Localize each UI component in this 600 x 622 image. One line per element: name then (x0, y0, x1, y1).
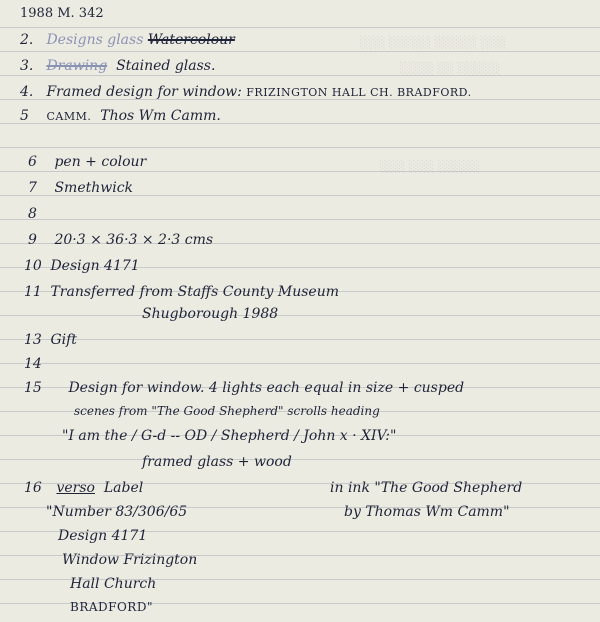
entry-9 (28, 232, 213, 248)
bleed-through-text: ░░░ ░░░░░ ░░░░░ ░░░ (360, 36, 506, 49)
entry-15-line-3: "I am the / G-d -- OD / Shepherd / John x · XIV:" (62, 428, 397, 444)
entry-3-struck-text: Drawing (46, 58, 108, 74)
entry-13-text: Gift (50, 332, 77, 348)
entry-2 (20, 32, 235, 48)
entry-number: 13 (24, 332, 42, 348)
entry-5-text: Thos Wm Camm. (100, 108, 221, 124)
entry-16-label: Label (103, 480, 144, 496)
entry-6 (28, 154, 146, 170)
entry-4-caps: FRIZINGTON HALL CH. BRADFORD. (246, 86, 472, 99)
entry-2-struck-text: Watercolour (147, 32, 235, 48)
entry-3-text: Stained glass. (116, 58, 216, 74)
entry-5 (20, 108, 221, 124)
entry-number: 15 (24, 380, 42, 396)
entry-16-right-2: by Thomas Wm Camm" (344, 504, 510, 520)
entry-16 (24, 480, 143, 496)
entry-10-text: Design 4171 (50, 258, 140, 274)
entry-6-text: pen + colour (54, 154, 147, 170)
record-reference: 1988 M. 342 (20, 6, 104, 21)
entry-11-continuation: Shugborough 1988 (142, 306, 279, 322)
entry-14 (24, 356, 46, 372)
entry-number: 16 (24, 480, 42, 496)
entry-2-faint-text: Designs glass (46, 32, 144, 48)
entry-7-text: Smethwick (54, 180, 134, 196)
entry-number: 14 (24, 356, 42, 372)
entry-number: 9 (28, 232, 37, 248)
entry-11 (24, 284, 339, 300)
entry-16-line-5: BRADFORD" (70, 600, 153, 614)
entry-10 (24, 258, 140, 274)
entry-number: 6 (28, 154, 37, 170)
entry-number: 8 (28, 206, 37, 222)
entry-number: 4. (20, 84, 34, 100)
entry-number: 7 (28, 180, 37, 196)
entry-9-text: 20·3 × 36·3 × 2·3 cms (54, 232, 214, 248)
entry-16-line-1: "Number 83/306/65 (46, 504, 188, 520)
entry-5-caps: CAMM. (46, 110, 92, 123)
entry-4 (20, 84, 472, 100)
bleed-through-text: ░░░░ ░░ ░░░░░ (400, 62, 501, 75)
entry-number: 5 (20, 108, 29, 124)
entry-16-right-1: in ink "The Good Shepherd (330, 480, 523, 496)
entry-15-line-4: framed glass + wood (142, 454, 292, 470)
entry-4-text: Framed design for window: (46, 84, 242, 100)
entry-16-line-3: Window Frizington (62, 552, 198, 568)
entry-13 (24, 332, 77, 348)
entry-number: 2. (20, 32, 34, 48)
entry-16-line-4: Hall Church (70, 576, 157, 592)
entry-3 (20, 58, 215, 74)
entry-number: 10 (24, 258, 42, 274)
entry-11-text: Transferred from Staffs County Museum (50, 284, 339, 300)
entry-15-line-2: scenes from "The Good Shepherd" scrolls heading (74, 404, 380, 418)
entry-number: 3. (20, 58, 34, 74)
entry-16-line-2: Design 4171 (58, 528, 148, 544)
entry-15-text: Design for window. 4 lights each equal in size + cusped (68, 380, 465, 396)
entry-number: 11 (24, 284, 42, 300)
entry-16-verso: verso (56, 480, 95, 496)
bleed-through-text: ░░░ ░░░ ░░░░░ (380, 160, 481, 173)
entry-8 (28, 206, 50, 222)
entry-7 (28, 180, 133, 196)
entry-15 (24, 380, 464, 396)
